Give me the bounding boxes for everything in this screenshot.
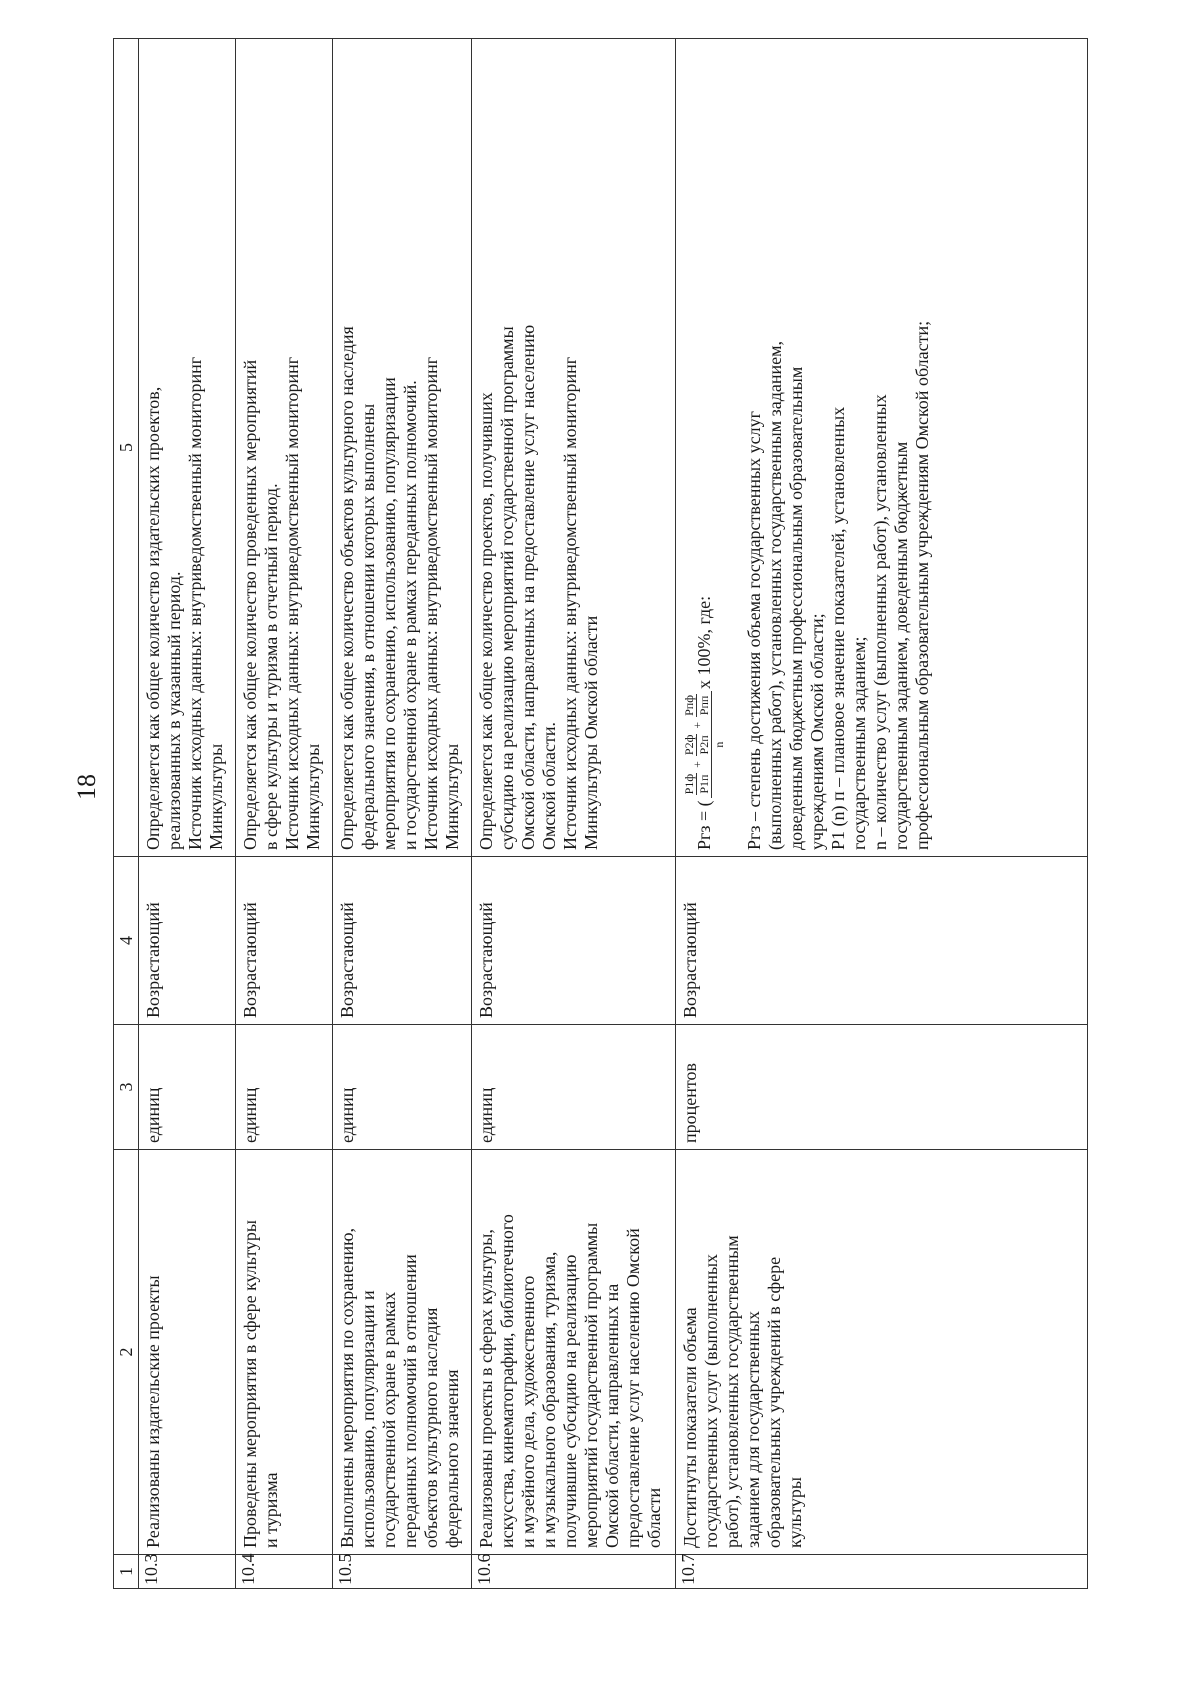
method-line: федерального значения, в отношении которых выполнены	[358, 403, 378, 850]
trend-cell: Возрастающий	[333, 857, 472, 1025]
method-line: Определяется как общее количество проведенных мероприятий	[240, 359, 260, 850]
formula-lhs: Ргз = (	[693, 800, 714, 850]
term-3-top: Рпф	[682, 695, 696, 716]
table-row	[676, 39, 1088, 1589]
method-line: реализованных в указанный период.	[164, 571, 184, 850]
name-line: федерального значения	[442, 1369, 462, 1548]
method-line: Минкультуры	[206, 743, 226, 850]
trend-cell: Возрастающий	[139, 857, 236, 1025]
method-line: Омской области.	[539, 721, 559, 850]
method-cell	[333, 39, 472, 857]
row-number: 10.5	[333, 1555, 472, 1589]
method-line: n – количество услуг (выполненных работ), установленных	[870, 394, 890, 850]
name-line: Реализованы проекты в сферах культуры,	[476, 1229, 496, 1548]
name-line: объектов культурного наследия	[421, 1307, 441, 1548]
term-3-bottom: Рпп	[697, 695, 711, 716]
method-line: доведенным бюджетным профессиональным образовательным	[786, 366, 806, 850]
term-1-top: Р1ф	[682, 773, 696, 795]
method-line: и государственной охране в рамках переданных полномочий.	[400, 380, 420, 850]
method-line: Определяется как общее количество издательских проектов,	[143, 386, 163, 850]
header-col-3: 3	[114, 1025, 139, 1150]
method-line: Минкультуры	[442, 743, 462, 850]
name-line: Достигнуты показатели объема	[680, 1307, 700, 1548]
method-line: государственным заданием, доведенным бюджетным	[891, 441, 911, 850]
method-line: в сфере культуры и туризма в отчетный период.	[261, 483, 281, 850]
indicator-name	[676, 1150, 1088, 1555]
method-line: Источник исходных данных: внутриведомственный мониторинг	[282, 356, 302, 850]
indicator-name	[139, 1150, 236, 1555]
name-line: государственной охране в рамках	[379, 1291, 399, 1548]
header-col-5: 5	[114, 39, 139, 857]
name-line: Выполнены мероприятия по сохранению,	[337, 1227, 357, 1548]
name-line: переданных полномочий в отношении	[400, 1254, 420, 1548]
table-row	[236, 39, 333, 1589]
row-number: 10.6	[472, 1555, 676, 1589]
method-line: Источник исходных данных: внутриведомственный мониторинг	[560, 356, 580, 850]
unit-cell: единиц	[472, 1025, 676, 1150]
name-line: и музыкального образования, туризма,	[539, 1251, 559, 1548]
name-line: области	[644, 1487, 664, 1548]
indicator-name	[472, 1150, 676, 1555]
method-cell	[472, 39, 676, 857]
header-row	[114, 39, 139, 1589]
name-line: Омской области, направленных на	[602, 1283, 622, 1548]
formula	[682, 45, 726, 850]
formula-term-2	[682, 734, 711, 756]
formula-rhs: х 100%, где:	[693, 595, 714, 689]
unit-cell: единиц	[333, 1025, 472, 1150]
name-line: использованию, популяризации и	[358, 1290, 378, 1548]
row-number: 10.4	[236, 1555, 333, 1589]
indicator-name	[333, 1150, 472, 1555]
method-line: Омской области, направленных на предоставление услуг населению	[518, 324, 538, 850]
method-line: Источник исходных данных: внутриведомственный мониторинг	[421, 356, 441, 850]
method-line: Определяется как общее количество проектов, получивших	[476, 392, 496, 850]
name-line: Реализованы издательские проекты	[143, 1275, 163, 1548]
name-line: получившие субсидию на реализацию	[560, 1254, 580, 1548]
method-line: профессиональным образовательным учреждениям Омской области;	[912, 320, 932, 850]
name-line: искусства, кинематографии, библиотечного	[497, 1214, 517, 1548]
formula-main-fraction	[682, 691, 726, 798]
formula-term-3	[682, 694, 711, 717]
formula-denominator: n	[712, 741, 726, 748]
name-line: предоставление услуг населению Омской	[623, 1228, 643, 1548]
method-line: (выполненных работ), установленных государственным заданием,	[765, 340, 785, 850]
name-line: работ), установленных государственным	[722, 1235, 742, 1548]
name-line: Проведены мероприятия в сфере культуры	[240, 1220, 260, 1548]
method-cell	[139, 39, 236, 857]
header-col-4: 4	[114, 857, 139, 1025]
header-col-2: 2	[114, 1150, 139, 1555]
method-line: Минкультуры Омской области	[581, 615, 601, 850]
table-row	[139, 39, 236, 1589]
header-col-1: 1	[114, 1555, 139, 1589]
indicator-name	[236, 1150, 333, 1555]
name-line: государственных услуг (выполненных	[701, 1253, 721, 1548]
method-line: субсидию на реализацию мероприятий государственной программы	[497, 326, 517, 850]
name-line: и туризма	[261, 1472, 281, 1548]
method-cell	[676, 39, 1088, 857]
table-row	[472, 39, 676, 1589]
table-row	[333, 39, 472, 1589]
term-2-top: Р2ф	[682, 734, 696, 756]
rotated-table-container	[113, 39, 1088, 1589]
row-number: 10.3	[139, 1555, 236, 1589]
method-line: Источник исходных данных: внутриведомственный мониторинг	[185, 356, 205, 850]
term-1-bottom: Р1п	[697, 774, 711, 794]
method-line: мероприятия по сохранению, использованию, популяризации	[379, 377, 399, 850]
trend-cell: Возрастающий	[236, 857, 333, 1025]
method-line: Определяется как общее количество объектов культурного наследия	[337, 326, 357, 850]
plus-sign: +	[689, 718, 704, 732]
name-line: культуры	[785, 1477, 805, 1548]
unit-cell: процентов	[676, 1025, 1088, 1150]
method-line: Р1 (n) п – плановое значение показателей, установленных	[828, 406, 848, 850]
indicators-table	[113, 38, 1088, 1589]
row-number: 10.7	[676, 1555, 1088, 1589]
page-number: 18	[72, 774, 101, 800]
method-line: государственным заданием;	[849, 636, 869, 850]
name-line: заданием для государственных	[743, 1310, 763, 1548]
method-cell	[236, 39, 333, 857]
trend-cell: Возрастающий	[472, 857, 676, 1025]
formula-numerator	[682, 691, 712, 798]
name-line: мероприятий государственной программы	[581, 1222, 601, 1548]
name-line: образовательных учреждений в сфере	[764, 1256, 784, 1548]
trend-cell: Возрастающий	[676, 857, 1088, 1025]
method-line: учреждениям Омской области;	[807, 613, 827, 850]
term-2-bottom: Р2п	[697, 735, 711, 755]
unit-cell: единиц	[139, 1025, 236, 1150]
unit-cell: единиц	[236, 1025, 333, 1150]
formula-term-1	[682, 773, 711, 795]
plus-sign: +	[689, 758, 704, 771]
method-line: Ргз – степень достижения объема государственных услуг	[744, 410, 764, 850]
method-line: Минкультуры	[303, 743, 323, 850]
name-line: и музейного дела, художественного	[518, 1275, 538, 1548]
